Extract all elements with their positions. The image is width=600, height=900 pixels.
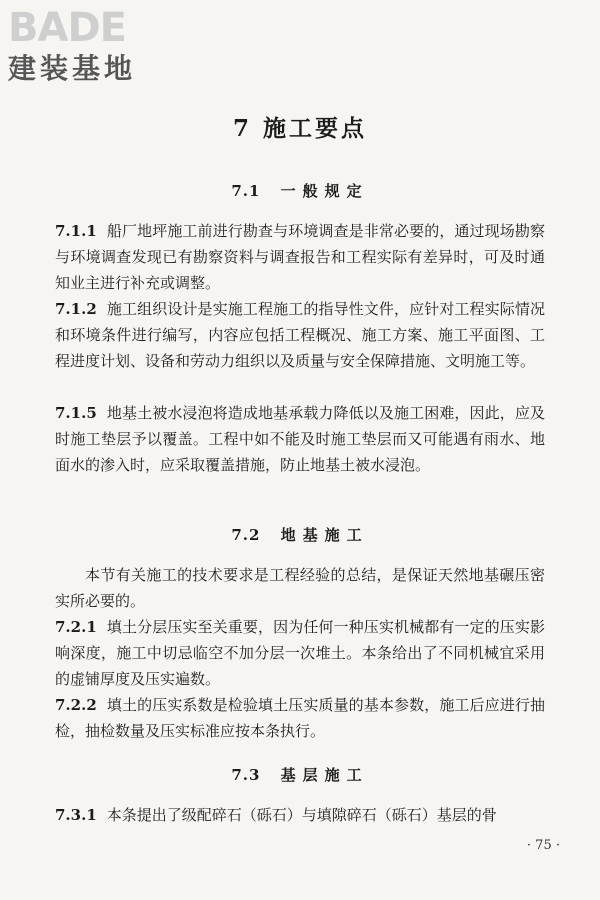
clause-paragraph [55,400,545,478]
clause-text: 本条提出了级配碎石（砾石）与填隙碎石（砾石）基层的骨 [106,806,497,824]
paragraph-text: 本节有关施工的技术要求是工程经验的总结，是保证天然地基碾压密实所必要的。 [55,566,545,610]
clause-number: 7.1.1 [55,222,97,240]
clause-text: 填土分层压实至关重要，因为任何一种压实机械都有一定的压实影响深度，施工中切忌临空不加分层一次堆土。本条给出了不同机械宜采用的虚铺厚度及压实遍数。 [55,618,545,688]
clause-number: 7.1.2 [55,300,97,318]
clause-number: 7.1.5 [55,404,97,422]
clause-paragraph [55,802,545,828]
clause-paragraph [55,692,545,744]
clause-text: 地基土被水浸泡将造成地基承载力降低以及施工困难，因此，应及时施工垫层予以覆盖。工程中如不能及时施工垫层而又可能遇有雨水、地面水的渗入时，应采取覆盖措施，防止地基土被水浸泡。 [55,404,545,474]
clause-paragraph [55,218,545,296]
section-number: 7.3 [231,766,261,784]
clause-number: 7.3.1 [55,806,97,824]
section-heading-7-2 [0,524,600,545]
bade-logo [8,6,178,92]
clause-number: 7.2.1 [55,618,97,636]
clause-text: 填土的压实系数是检验填土压实质量的基本参数，施工后应进行抽检，抽检数量及压实标准应按本条执行。 [55,696,545,740]
section-title: 地基施工 [280,526,369,544]
chapter-title: 7 施工要点 [232,115,367,142]
page-number: · 75 · [526,838,560,853]
section-number: 7.1 [231,182,261,200]
intro-paragraph [55,562,545,614]
section-heading-7-1 [0,180,600,201]
section-number: 7.2 [231,526,261,544]
clause-paragraph [55,614,545,692]
section-title: 一般规定 [280,182,369,200]
section-title: 基层施工 [280,766,369,784]
section-heading-7-3 [0,764,600,785]
clause-paragraph [55,296,545,374]
logo-wordmark: BADE [8,5,126,51]
clause-number: 7.2.2 [55,696,97,714]
clause-text: 施工组织设计是实施工程施工的指导性文件，应针对工程实际情况和环境条件进行编写，内容应包括工程概况、施工方案、施工平面图、工程进度计划、设备和劳动力组织以及质量与安全保障措施、文明施工等。 [55,300,545,370]
logo-subtitle: 建装基地 [8,52,137,85]
clause-text: 船厂地坪施工前进行勘查与环境调查是非常必要的，通过现场勘察与环境调查发现已有勘察资料与调查报告和工程实际有差异时，可及时通知业主进行补充或调整。 [55,222,545,292]
